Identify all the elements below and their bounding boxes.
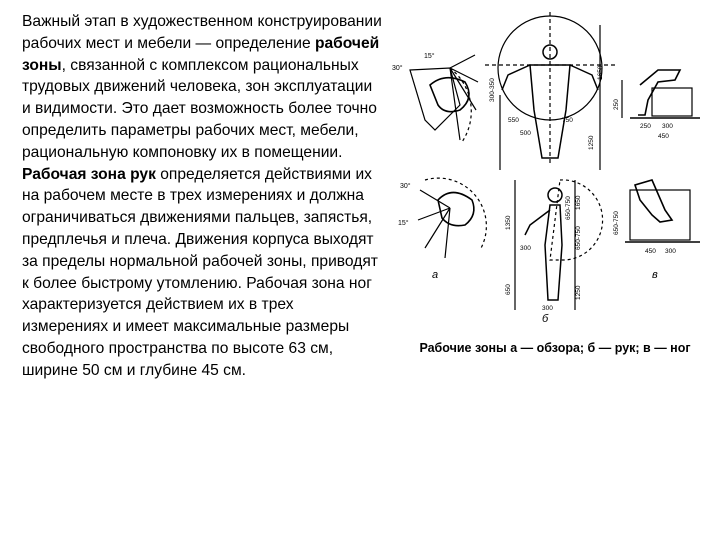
dim-mid-1: 1350	[505, 215, 512, 230]
label-a: а	[432, 269, 439, 281]
dim-leg-1: 250	[613, 99, 620, 110]
dim-upper-1: 300-350	[489, 78, 496, 102]
panel-v-bottom-legs	[613, 180, 700, 281]
panel-v-top-legs	[613, 70, 700, 140]
dim-leg-5: 650-750	[613, 211, 620, 235]
term-hand-zone: Рабочая зона рук	[22, 165, 156, 183]
panel-b-top-figure	[485, 12, 615, 170]
paragraph-work-zone	[22, 11, 382, 164]
dim-upper-3: 550	[508, 117, 519, 124]
dim-mid-3: 650	[505, 284, 512, 295]
dim-upper-4: 750	[562, 117, 573, 124]
dim-leg-7: 300	[665, 248, 676, 255]
dim-mid-6: 650-750	[575, 226, 582, 250]
p1-text-start: Важный этап в художественном конструировании рабочих мест и мебели — определение	[22, 13, 382, 52]
dim-leg-2: 250	[640, 123, 651, 130]
term-work-zone: рабочей зоны	[22, 34, 380, 74]
p1-text-end: , связанной с комплексом рациональных трудовых движений человека, зон эксплуатации и видимости. Это дает возможность более точно определить параметры рабочих мест, мебели, рациональную компоновку их в помещении.	[22, 56, 377, 161]
dim-leg-4: 450	[658, 133, 669, 140]
dim-leg-3: 300	[662, 123, 673, 130]
dim-upper-6: 500	[520, 130, 531, 137]
dim-angle-3: 30°	[400, 183, 411, 190]
p2-text: определяется действиями их на рабочем месте в трех измерениях и должна ограничиваться движениями пальцев, запястья, предплечья и плеча. Движения корпуса выходят за пределы нормальной рабочей зоны, приводят к более быстрому утомлению. Рабочая зона ног характеризуется действием их в трех измерениях и имеет максимальные размеры свободного пространства по высоте 63 см, ширине 50 см и глубине 45 см.	[22, 165, 378, 379]
panel-b-side-figure	[505, 180, 603, 325]
dim-mid-5: 300	[542, 305, 553, 312]
dim-mid-2: 300	[520, 245, 531, 252]
dim-angle-2: 15°	[424, 53, 435, 60]
dim-mid-4: 650-750	[565, 196, 572, 220]
figure-caption: Рабочие зоны а — обзора; б — рук; в — ног	[419, 341, 691, 355]
dim-upper-2: 1650	[597, 65, 604, 80]
work-zones-figure	[390, 10, 710, 325]
label-v: в	[652, 269, 658, 281]
panel-a-head-top	[392, 52, 478, 142]
dim-mid-7: 1650	[575, 195, 582, 210]
dim-leg-6: 450	[645, 248, 656, 255]
paragraph-hand-zone	[22, 164, 382, 382]
panel-a-head-bottom	[398, 178, 486, 281]
dim-angle-1: 30°	[392, 65, 403, 72]
dim-angle-4: 15°	[398, 220, 409, 227]
work-zones-drawing	[390, 10, 710, 325]
body-text	[22, 11, 382, 382]
dim-mid-8: 1250	[575, 285, 582, 300]
label-b: б	[542, 313, 549, 325]
dim-upper-5: 1250	[588, 135, 595, 150]
